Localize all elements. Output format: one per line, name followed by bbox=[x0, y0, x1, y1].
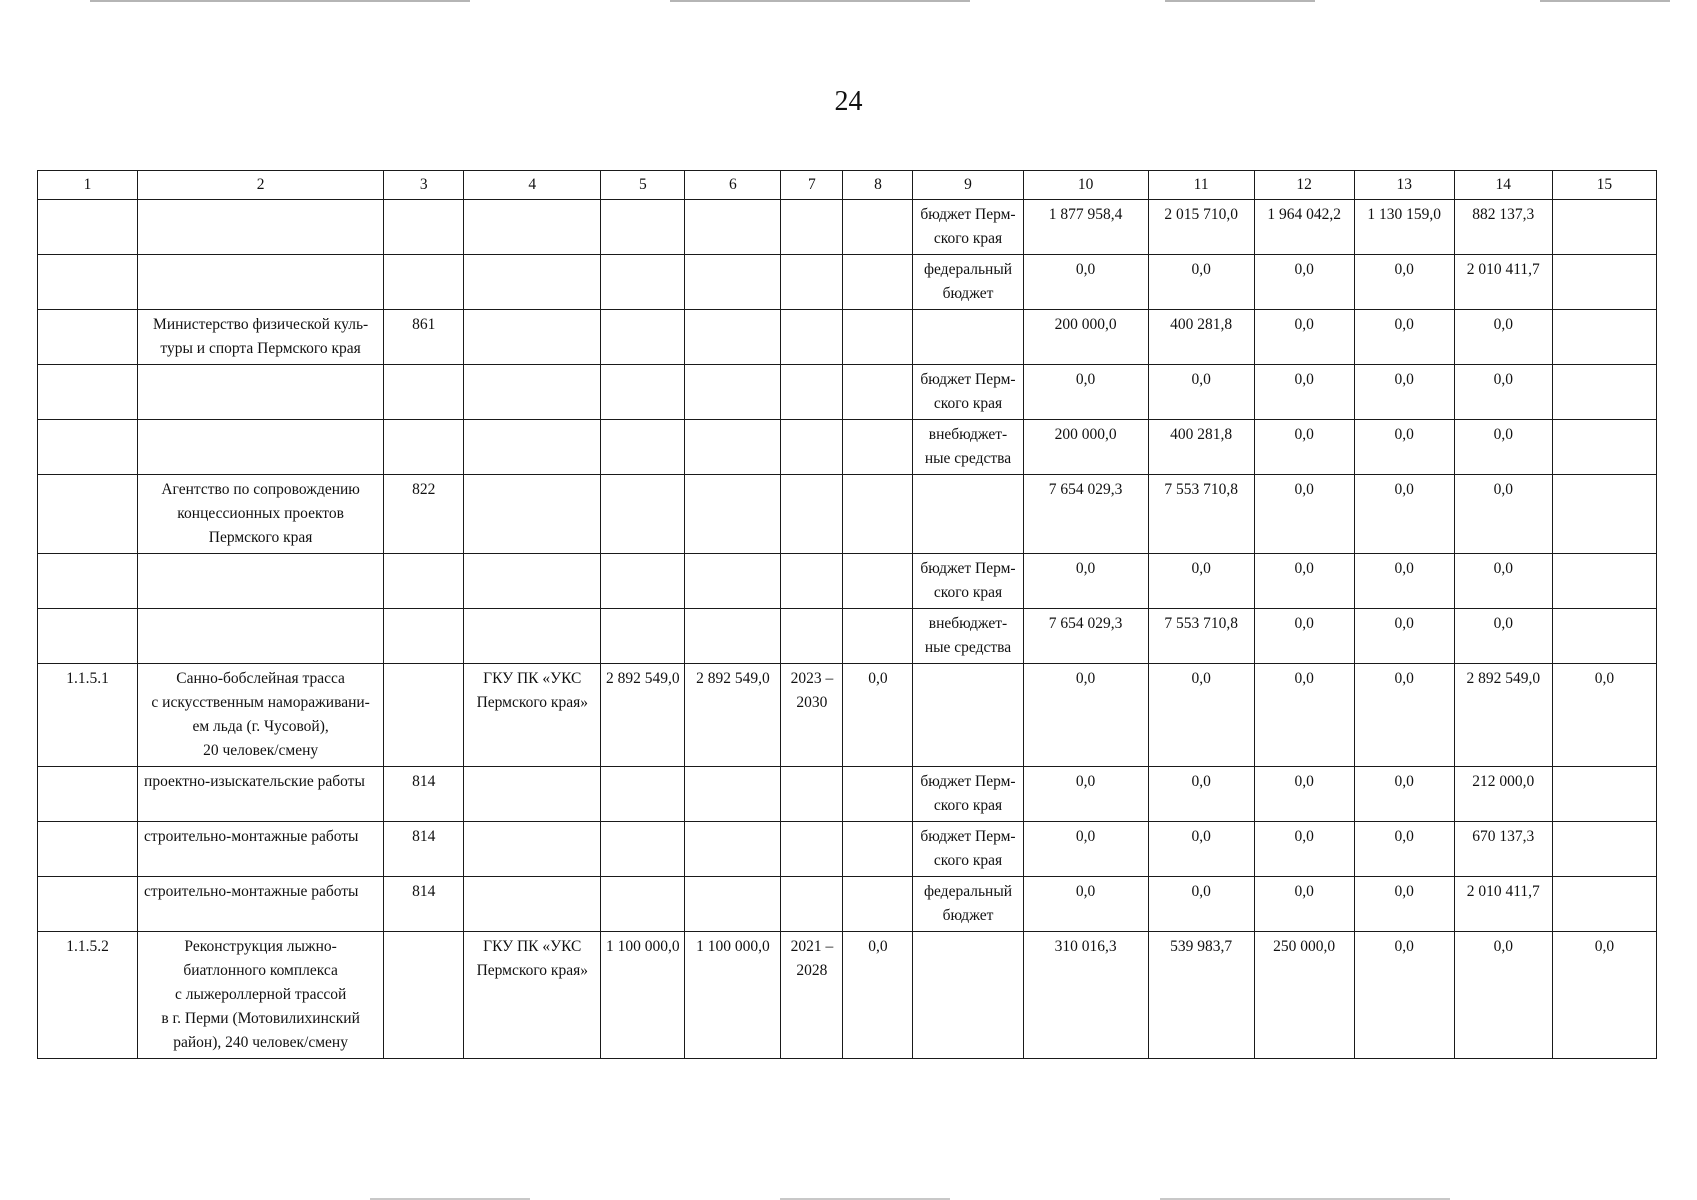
cell-col-8 bbox=[843, 365, 913, 420]
cell-code bbox=[384, 200, 464, 255]
cell-col-8 bbox=[843, 420, 913, 475]
cell-col-14: 882 137,3 bbox=[1454, 200, 1552, 255]
cell-code bbox=[384, 420, 464, 475]
cell-item-name: Санно-бобслейная трасса с искусственным намораживани- ем льда (г. Чусовой), 20 человек/смену bbox=[138, 664, 384, 767]
cell-funding-source bbox=[913, 310, 1023, 365]
cell-col-8 bbox=[843, 767, 913, 822]
scan-line bbox=[90, 0, 470, 2]
cell-funding-source: внебюджет- ные средства bbox=[913, 609, 1023, 664]
table-row bbox=[38, 475, 1657, 554]
cell-col-15 bbox=[1552, 475, 1656, 554]
column-header: 12 bbox=[1254, 171, 1354, 200]
cell-funding-source: бюджет Перм- ского края bbox=[913, 200, 1023, 255]
cell-col-12: 0,0 bbox=[1254, 877, 1354, 932]
cell-col-13: 0,0 bbox=[1354, 664, 1454, 767]
cell-col-15 bbox=[1552, 200, 1656, 255]
cell-period bbox=[781, 255, 843, 310]
cell-col-11: 539 983,7 bbox=[1148, 932, 1254, 1059]
cell-funding-source bbox=[913, 932, 1023, 1059]
cell-executor: ГКУ ПК «УКС Пермского края» bbox=[464, 664, 601, 767]
cell-executor bbox=[464, 877, 601, 932]
cell-col-13: 0,0 bbox=[1354, 420, 1454, 475]
cell-item-number bbox=[38, 365, 138, 420]
cell-item-number bbox=[38, 877, 138, 932]
column-header: 14 bbox=[1454, 171, 1552, 200]
cell-col-13: 0,0 bbox=[1354, 554, 1454, 609]
cell-col-10: 310 016,3 bbox=[1023, 932, 1148, 1059]
column-header: 10 bbox=[1023, 171, 1148, 200]
cell-executor bbox=[464, 365, 601, 420]
cell-code: 814 bbox=[384, 767, 464, 822]
column-header: 7 bbox=[781, 171, 843, 200]
cell-col-8 bbox=[843, 255, 913, 310]
cell-col-10: 200 000,0 bbox=[1023, 420, 1148, 475]
cell-col-14: 2 892 549,0 bbox=[1454, 664, 1552, 767]
table-row bbox=[38, 664, 1657, 767]
table-row bbox=[38, 310, 1657, 365]
cell-funding-source: бюджет Перм- ского края bbox=[913, 365, 1023, 420]
cell-item-name: проектно-изыскательские работы bbox=[138, 767, 384, 822]
cell-col-11: 0,0 bbox=[1148, 664, 1254, 767]
cell-col-10: 0,0 bbox=[1023, 365, 1148, 420]
cell-col-6 bbox=[685, 310, 781, 365]
cell-col-12: 0,0 bbox=[1254, 822, 1354, 877]
cell-col-15 bbox=[1552, 554, 1656, 609]
cell-col-12: 250 000,0 bbox=[1254, 932, 1354, 1059]
cell-item-number bbox=[38, 822, 138, 877]
cell-period bbox=[781, 200, 843, 255]
cell-col-15: 0,0 bbox=[1552, 932, 1656, 1059]
cell-code bbox=[384, 365, 464, 420]
cell-executor bbox=[464, 310, 601, 365]
column-header: 4 bbox=[464, 171, 601, 200]
cell-item-number bbox=[38, 475, 138, 554]
cell-executor bbox=[464, 554, 601, 609]
cell-col-12: 0,0 bbox=[1254, 767, 1354, 822]
cell-col-8 bbox=[843, 475, 913, 554]
cell-col-8 bbox=[843, 554, 913, 609]
cell-col-8 bbox=[843, 200, 913, 255]
cell-col-5 bbox=[601, 200, 685, 255]
cell-item-number: 1.1.5.1 bbox=[38, 664, 138, 767]
cell-col-5 bbox=[601, 877, 685, 932]
cell-executor bbox=[464, 609, 601, 664]
column-header: 9 bbox=[913, 171, 1023, 200]
scan-line bbox=[1165, 0, 1315, 2]
column-header: 6 bbox=[685, 171, 781, 200]
cell-funding-source: внебюджет- ные средства bbox=[913, 420, 1023, 475]
column-header: 8 bbox=[843, 171, 913, 200]
cell-funding-source bbox=[913, 664, 1023, 767]
cell-col-11: 0,0 bbox=[1148, 767, 1254, 822]
cell-period bbox=[781, 310, 843, 365]
cell-item-name bbox=[138, 609, 384, 664]
cell-col-14: 0,0 bbox=[1454, 475, 1552, 554]
cell-col-12: 0,0 bbox=[1254, 609, 1354, 664]
cell-item-number bbox=[38, 767, 138, 822]
cell-col-10: 7 654 029,3 bbox=[1023, 609, 1148, 664]
cell-col-11: 7 553 710,8 bbox=[1148, 609, 1254, 664]
cell-col-8: 0,0 bbox=[843, 664, 913, 767]
cell-col-14: 212 000,0 bbox=[1454, 767, 1552, 822]
cell-col-10: 1 877 958,4 bbox=[1023, 200, 1148, 255]
cell-col-13: 0,0 bbox=[1354, 932, 1454, 1059]
cell-col-15 bbox=[1552, 255, 1656, 310]
table-row bbox=[38, 200, 1657, 255]
cell-col-6 bbox=[685, 609, 781, 664]
cell-col-8 bbox=[843, 877, 913, 932]
cell-col-8 bbox=[843, 310, 913, 365]
cell-code: 814 bbox=[384, 877, 464, 932]
cell-col-6 bbox=[685, 420, 781, 475]
cell-item-number bbox=[38, 310, 138, 365]
table-row bbox=[38, 877, 1657, 932]
cell-col-8 bbox=[843, 822, 913, 877]
cell-col-15 bbox=[1552, 420, 1656, 475]
cell-col-11: 0,0 bbox=[1148, 822, 1254, 877]
cell-funding-source: федеральный бюджет bbox=[913, 877, 1023, 932]
cell-col-13: 0,0 bbox=[1354, 609, 1454, 664]
cell-item-number bbox=[38, 420, 138, 475]
cell-funding-source: бюджет Перм- ского края bbox=[913, 767, 1023, 822]
cell-period bbox=[781, 822, 843, 877]
cell-col-5 bbox=[601, 365, 685, 420]
cell-executor bbox=[464, 200, 601, 255]
cell-item-name: Агентство по сопровождению концессионных проектов Пермского края bbox=[138, 475, 384, 554]
table-row bbox=[38, 255, 1657, 310]
cell-col-6 bbox=[685, 554, 781, 609]
header-row bbox=[38, 171, 1657, 200]
cell-item-name bbox=[138, 554, 384, 609]
table-row bbox=[38, 822, 1657, 877]
cell-item-number: 1.1.5.2 bbox=[38, 932, 138, 1059]
cell-col-13: 0,0 bbox=[1354, 877, 1454, 932]
cell-col-5 bbox=[601, 609, 685, 664]
scan-line bbox=[670, 0, 970, 2]
cell-funding-source: бюджет Перм- ского края bbox=[913, 554, 1023, 609]
cell-col-12: 0,0 bbox=[1254, 475, 1354, 554]
cell-col-5 bbox=[601, 255, 685, 310]
cell-col-12: 0,0 bbox=[1254, 365, 1354, 420]
cell-col-5: 1 100 000,0 bbox=[601, 932, 685, 1059]
cell-col-14: 0,0 bbox=[1454, 310, 1552, 365]
cell-item-name bbox=[138, 200, 384, 255]
cell-executor bbox=[464, 475, 601, 554]
cell-col-6 bbox=[685, 200, 781, 255]
cell-col-6 bbox=[685, 475, 781, 554]
column-header: 1 bbox=[38, 171, 138, 200]
cell-col-11: 400 281,8 bbox=[1148, 420, 1254, 475]
table-row bbox=[38, 420, 1657, 475]
cell-col-6 bbox=[685, 255, 781, 310]
cell-col-12: 0,0 bbox=[1254, 664, 1354, 767]
table-row bbox=[38, 365, 1657, 420]
column-header: 11 bbox=[1148, 171, 1254, 200]
cell-item-number bbox=[38, 200, 138, 255]
cell-col-10: 0,0 bbox=[1023, 255, 1148, 310]
cell-col-6 bbox=[685, 365, 781, 420]
cell-executor bbox=[464, 420, 601, 475]
cell-col-13: 0,0 bbox=[1354, 310, 1454, 365]
cell-code bbox=[384, 664, 464, 767]
cell-item-name bbox=[138, 420, 384, 475]
cell-code bbox=[384, 932, 464, 1059]
cell-period bbox=[781, 475, 843, 554]
table-row bbox=[38, 767, 1657, 822]
table-row bbox=[38, 609, 1657, 664]
cell-period bbox=[781, 877, 843, 932]
column-header: 2 bbox=[138, 171, 384, 200]
cell-col-11: 0,0 bbox=[1148, 365, 1254, 420]
cell-col-13: 0,0 bbox=[1354, 475, 1454, 554]
cell-col-6 bbox=[685, 877, 781, 932]
cell-col-14: 2 010 411,7 bbox=[1454, 877, 1552, 932]
cell-col-10: 0,0 bbox=[1023, 767, 1148, 822]
cell-funding-source: бюджет Перм- ского края bbox=[913, 822, 1023, 877]
column-header: 13 bbox=[1354, 171, 1454, 200]
table-body bbox=[38, 200, 1657, 1059]
cell-code: 861 bbox=[384, 310, 464, 365]
scan-line bbox=[1540, 0, 1670, 2]
cell-col-5 bbox=[601, 420, 685, 475]
cell-period bbox=[781, 420, 843, 475]
cell-col-11: 2 015 710,0 bbox=[1148, 200, 1254, 255]
column-header: 5 bbox=[601, 171, 685, 200]
cell-col-5 bbox=[601, 475, 685, 554]
cell-col-12: 1 964 042,2 bbox=[1254, 200, 1354, 255]
cell-col-15: 0,0 bbox=[1552, 664, 1656, 767]
cell-col-14: 0,0 bbox=[1454, 420, 1552, 475]
cell-code bbox=[384, 609, 464, 664]
cell-period bbox=[781, 767, 843, 822]
cell-code: 814 bbox=[384, 822, 464, 877]
cell-col-8 bbox=[843, 609, 913, 664]
cell-period bbox=[781, 609, 843, 664]
cell-col-11: 400 281,8 bbox=[1148, 310, 1254, 365]
cell-col-13: 0,0 bbox=[1354, 767, 1454, 822]
cell-col-10: 200 000,0 bbox=[1023, 310, 1148, 365]
cell-col-13: 0,0 bbox=[1354, 822, 1454, 877]
cell-col-10: 7 654 029,3 bbox=[1023, 475, 1148, 554]
page-number: 24 bbox=[834, 86, 863, 117]
cell-col-6 bbox=[685, 767, 781, 822]
cell-period bbox=[781, 554, 843, 609]
cell-item-number bbox=[38, 255, 138, 310]
cell-funding-source: федеральный бюджет bbox=[913, 255, 1023, 310]
cell-col-13: 1 130 159,0 bbox=[1354, 200, 1454, 255]
cell-funding-source bbox=[913, 475, 1023, 554]
cell-executor bbox=[464, 255, 601, 310]
cell-col-12: 0,0 bbox=[1254, 554, 1354, 609]
budget-table bbox=[37, 170, 1657, 1059]
cell-col-12: 0,0 bbox=[1254, 310, 1354, 365]
cell-col-12: 0,0 bbox=[1254, 420, 1354, 475]
cell-item-name: Реконструкция лыжно- биатлонного комплекса с лыжероллерной трассой в г. Перми (Мотовилихинский район), 240 человек/смену bbox=[138, 932, 384, 1059]
cell-col-10: 0,0 bbox=[1023, 822, 1148, 877]
cell-col-11: 0,0 bbox=[1148, 877, 1254, 932]
cell-col-14: 0,0 bbox=[1454, 932, 1552, 1059]
cell-col-14: 2 010 411,7 bbox=[1454, 255, 1552, 310]
cell-item-name bbox=[138, 365, 384, 420]
cell-col-14: 0,0 bbox=[1454, 554, 1552, 609]
cell-col-5 bbox=[601, 822, 685, 877]
cell-col-6: 1 100 000,0 bbox=[685, 932, 781, 1059]
cell-item-number bbox=[38, 609, 138, 664]
cell-col-10: 0,0 bbox=[1023, 664, 1148, 767]
cell-col-11: 7 553 710,8 bbox=[1148, 475, 1254, 554]
cell-period: 2021 – 2028 bbox=[781, 932, 843, 1059]
cell-col-15 bbox=[1552, 310, 1656, 365]
cell-col-13: 0,0 bbox=[1354, 365, 1454, 420]
cell-period bbox=[781, 365, 843, 420]
cell-code bbox=[384, 255, 464, 310]
cell-period: 2023 – 2030 bbox=[781, 664, 843, 767]
cell-col-5 bbox=[601, 554, 685, 609]
cell-col-11: 0,0 bbox=[1148, 554, 1254, 609]
cell-col-15 bbox=[1552, 365, 1656, 420]
table-row bbox=[38, 932, 1657, 1059]
column-header: 3 bbox=[384, 171, 464, 200]
cell-col-14: 0,0 bbox=[1454, 365, 1552, 420]
cell-code bbox=[384, 554, 464, 609]
table-row bbox=[38, 554, 1657, 609]
cell-col-10: 0,0 bbox=[1023, 877, 1148, 932]
cell-code: 822 bbox=[384, 475, 464, 554]
cell-col-10: 0,0 bbox=[1023, 554, 1148, 609]
cell-col-6 bbox=[685, 822, 781, 877]
cell-col-6: 2 892 549,0 bbox=[685, 664, 781, 767]
cell-col-14: 0,0 bbox=[1454, 609, 1552, 664]
cell-col-15 bbox=[1552, 609, 1656, 664]
cell-col-5 bbox=[601, 767, 685, 822]
cell-executor: ГКУ ПК «УКС Пермского края» bbox=[464, 932, 601, 1059]
column-header: 15 bbox=[1552, 171, 1656, 200]
cell-item-number bbox=[38, 554, 138, 609]
cell-col-5 bbox=[601, 310, 685, 365]
cell-item-name: Министерство физической куль- туры и спорта Пермского края bbox=[138, 310, 384, 365]
cell-col-13: 0,0 bbox=[1354, 255, 1454, 310]
cell-col-12: 0,0 bbox=[1254, 255, 1354, 310]
cell-col-15 bbox=[1552, 767, 1656, 822]
cell-col-14: 670 137,3 bbox=[1454, 822, 1552, 877]
cell-item-name: строительно-монтажные работы bbox=[138, 822, 384, 877]
cell-executor bbox=[464, 767, 601, 822]
cell-col-11: 0,0 bbox=[1148, 255, 1254, 310]
cell-col-5: 2 892 549,0 bbox=[601, 664, 685, 767]
cell-executor bbox=[464, 822, 601, 877]
cell-col-8: 0,0 bbox=[843, 932, 913, 1059]
cell-col-15 bbox=[1552, 822, 1656, 877]
table-header bbox=[38, 171, 1657, 200]
cell-col-15 bbox=[1552, 877, 1656, 932]
cell-item-name bbox=[138, 255, 384, 310]
cell-item-name: строительно-монтажные работы bbox=[138, 877, 384, 932]
